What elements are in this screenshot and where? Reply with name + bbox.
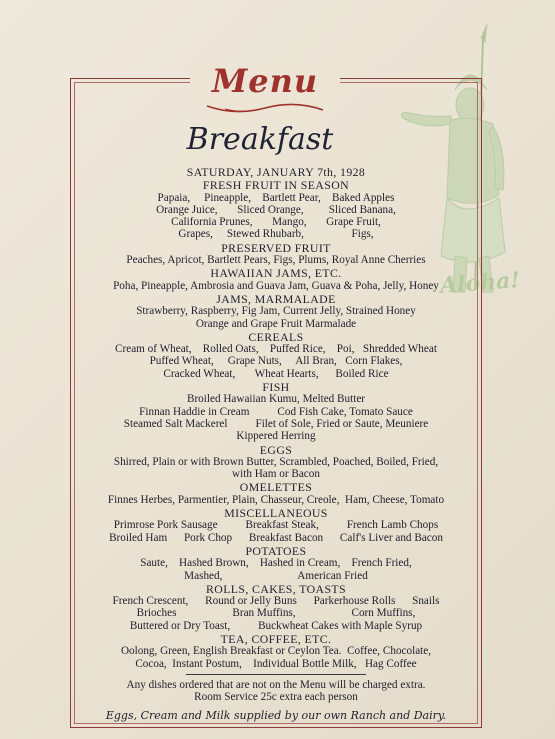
menu-item-line: Oolong, Green, English Breakfast or Ceylon Tea. Coffee, Chocolate, [120, 645, 432, 658]
menu-item-line: with Ham or Bacon [232, 468, 320, 481]
section-heading: MISCELLANEOUS [224, 506, 328, 521]
menu-sections [80, 179, 472, 670]
meal-subtitle: Breakfast [186, 122, 334, 157]
section-heading: EGGS [259, 442, 293, 457]
aloha-watermark-text: Aloha! [439, 267, 521, 299]
divider-rule [186, 674, 366, 675]
menu-item-line: Broiled Hawaiian Kumu, Melted Butter [186, 393, 366, 406]
menu-item-line: Saute, Hashed Brown, Hashed in Cream, French Fried, [140, 557, 412, 570]
section-heading: HAWAIIAN JAMS, ETC. [210, 266, 342, 281]
menu-item-line: Cream of Wheat, Rolled Oats, Puffed Rice, Poi, Shredded Wheat [115, 343, 437, 356]
menu-item-line: Strawberry, Raspberry, Fig Jam, Current Jelly, Strained Honey [136, 305, 416, 318]
menu-title: Menu [211, 62, 319, 100]
menu-item-line: Kippered Herring [236, 430, 316, 443]
menu-item-line: Mashed, American Fried [184, 569, 368, 582]
menu-item-line: Steamed Salt Mackerel Filet of Sole, Fried or Saute, Meuniere [123, 417, 429, 430]
menu-item-line: Cocoa, Instant Postum, Individual Bottle Milk, Hag Coffee [135, 657, 417, 670]
menu-item-line: Finnes Herbes, Parmentier, Plain, Chasseur, Creole, Ham, Cheese, Tomato [107, 493, 445, 506]
menu-item-line: California Prunes, Mango, Grape Fruit, [171, 216, 381, 229]
section-heading: FRESH FRUIT IN SEASON [202, 178, 350, 193]
menu-item-line: Peaches, Apricot, Bartlett Pears, Figs, Plums, Royal Anne Cherries [126, 254, 426, 267]
section-heading: JAMS, MARMALADE [216, 291, 336, 306]
menu-item-line: Papaia, Pineapple, Bartlett Pear, Baked Apples [157, 191, 395, 204]
menu-item-line: Orange and Grape Fruit Marmalade [195, 317, 357, 330]
menu-item-line: Broiled Ham Pork Chop Breakfast Bacon Calf's Liver and Bacon [109, 531, 443, 544]
menu-item-line: Orange Juice, Sliced Orange, Sliced Banana, [156, 203, 396, 216]
menu-item-line: Puffed Wheat, Grape Nuts, All Bran, Corn Flakes, [149, 355, 403, 368]
menu-item-line: Shirred, Plain or with Brown Butter, Scrambled, Poached, Boiled, Fried, [113, 455, 439, 468]
menu-date: SATURDAY, JANUARY 7th, 1928 [186, 165, 366, 179]
section-heading: CEREALS [248, 329, 304, 344]
menu-item-line: Finnan Haddie in Cream Cod Fish Cake, Tomato Sauce [139, 405, 413, 418]
dairy-footer: Eggs, Cream and Milk supplied by our own Ranch and Dairy. [105, 709, 447, 723]
menu-content [80, 165, 472, 723]
section-heading: OMELETTES [239, 480, 313, 495]
extra-charge-notice: Any dishes ordered that are not on the Menu will be charged extra. [126, 678, 426, 691]
menu-item-line: Cracked Wheat, Wheat Hearts, Boiled Rice [163, 367, 389, 380]
room-service-notice: Room Service 25c extra each person [194, 691, 358, 704]
menu-item-line: Buttered or Dry Toast, Buckwheat Cakes with Maple Syrup [129, 619, 423, 632]
menu-item-line: Primrose Pork Sausage Breakfast Steak, French Lamb Chops [113, 519, 439, 532]
title-flourish-ornament [205, 100, 325, 116]
menu-item-line: Grapes, Stewed Rhubarb, Figs, [178, 228, 374, 241]
section-heading: POTATOES [245, 543, 307, 558]
section-heading: TEA, COFFEE, ETC. [220, 631, 332, 646]
section-heading: PRESERVED FRUIT [221, 240, 331, 255]
menu-item-line: Poha, Pineapple, Ambrosia and Guava Jam, Guava & Poha, Jelly, Honey [113, 279, 439, 292]
menu-item-line: Brioches Bran Muffins, Corn Muffins, [136, 607, 416, 620]
menu-item-line: French Crescent, Round or Jelly Buns Parkerhouse Rolls Snails [112, 595, 440, 608]
section-heading: ROLLS, CAKES, TOASTS [206, 581, 346, 596]
section-heading: FISH [262, 380, 290, 395]
